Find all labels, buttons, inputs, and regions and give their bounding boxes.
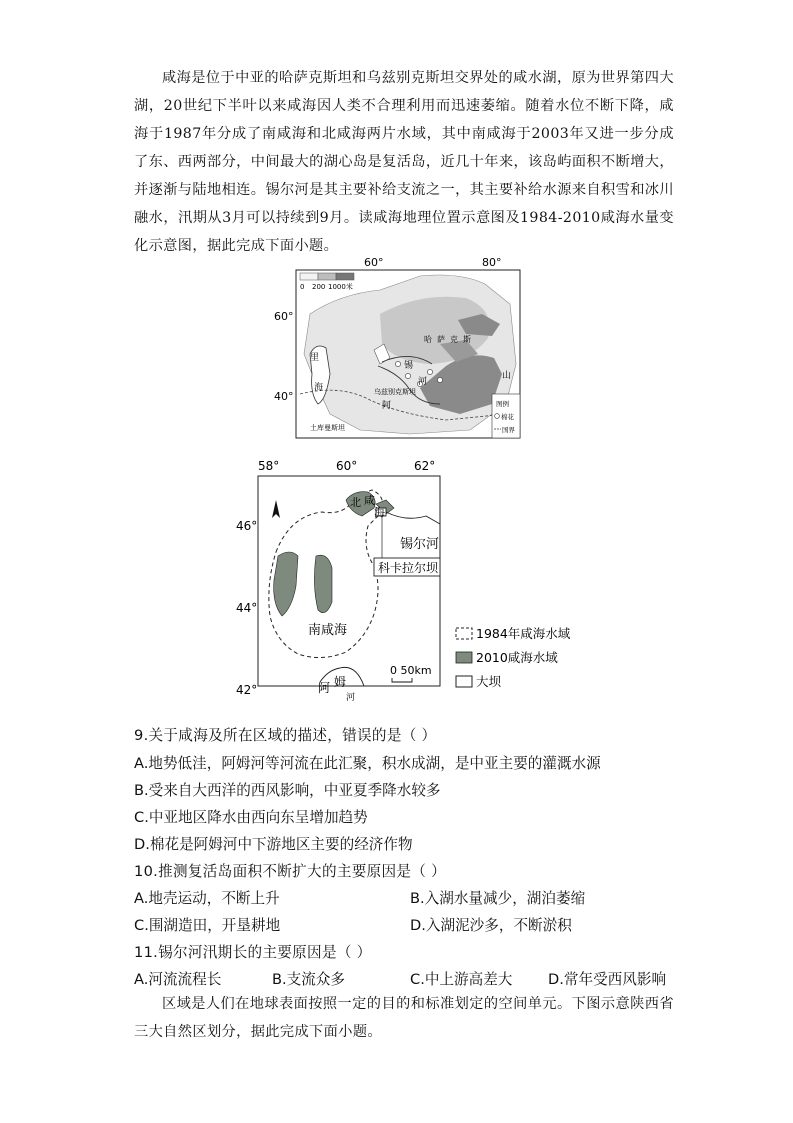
intro-paragraph: 咸海是位于中亚的哈萨克斯坦和乌兹别克斯坦交界处的咸水湖，原为世界第四大湖，20世纪下半叶以来咸海因人类不合理利用而迅速萎缩。随着水位不断下降，咸海于1987年分成了南咸海和北咸海两片水域，其中南咸海于2003年又进一步分成了东、西两部分，中间最大的湖心岛是复活岛，近几十年来，该岛屿面积不断增大，并逐渐与陆地相连。锡尔河是其主要补给支流之一，其主要补给水源来自积雪和冰川融水，汛期从3月可以持续到9月。读咸海地理位置示意图及1984-2010咸海水量变化示意图，据此完成下面小题。 xyxy=(134,70,674,254)
scale-50km: 0 50km xyxy=(390,664,432,677)
lat-42: 42° xyxy=(236,683,258,697)
label-kazakh: 哈萨克斯 xyxy=(424,335,476,344)
question-11-stem: 11.锡尔河汛期长的主要原因是（ ） xyxy=(134,944,372,961)
legend-title: 图例 xyxy=(496,400,509,408)
question-10-option-d[interactable]: D.入湖泥沙多，不断淤积 xyxy=(410,917,572,934)
question-11-option-a[interactable]: A.河流流程长 xyxy=(134,971,222,988)
legend-2010: 2010咸海水域 xyxy=(476,650,558,665)
question-9-option-c[interactable]: C.中亚地区降水由西向东呈增加趋势 xyxy=(134,809,368,826)
label-hai: 海 xyxy=(314,383,324,393)
question-9-option-b[interactable]: B.受来自大西洋的西风影响，中亚夏季降水较多 xyxy=(134,782,441,799)
lon-80: 80° xyxy=(482,256,502,269)
label-bei: 北 xyxy=(350,496,361,509)
lon-58: 58° xyxy=(258,459,280,473)
question-9-option-a[interactable]: A.地势低洼，阿姆河等河流在此汇聚，积水成湖，是中亚主要的灌溉水源 xyxy=(134,755,601,772)
label-xian: 咸 xyxy=(364,494,375,507)
scale-0: 0 xyxy=(300,283,305,291)
legend-dam: 大坝 xyxy=(476,674,502,689)
scale-1000: 1000米 xyxy=(328,283,353,291)
label-li: 里 xyxy=(310,353,320,363)
lon-62: 62° xyxy=(414,459,436,473)
lon-60: 60° xyxy=(364,256,384,269)
question-9-stem: 9.关于咸海及所在区域的描述，错误的是（ ） xyxy=(134,727,437,744)
label-a: 阿 xyxy=(382,401,392,411)
label-amu-mu: 姆 xyxy=(334,675,347,689)
label-he: 河 xyxy=(418,377,428,387)
label-south-sea: 南咸海 xyxy=(308,623,348,638)
aral-sea-map xyxy=(236,456,596,704)
label-turkmen: 土库曼斯坦 xyxy=(310,424,345,432)
label-shan: 山 xyxy=(502,371,512,381)
legend-cotton: 棉花 xyxy=(501,413,514,421)
scale-200: 200 xyxy=(312,283,326,291)
label-north-hai: 海 xyxy=(374,506,385,519)
label-dam: 科卡拉尔坝 xyxy=(378,561,439,575)
lon-60: 60° xyxy=(336,459,358,473)
lat-44: 44° xyxy=(236,601,258,615)
question-10-option-c[interactable]: C.围湖造田，开垦耕地 xyxy=(134,917,281,934)
lat-40: 40° xyxy=(274,390,294,403)
question-11-option-b[interactable]: B.支流众多 xyxy=(272,971,346,988)
question-11-option-d[interactable]: D.常年受西风影响 xyxy=(548,971,667,988)
lat-60: 60° xyxy=(274,310,294,323)
question-11-option-c[interactable]: C.中上游高差大 xyxy=(410,971,513,988)
label-xi: 锡 xyxy=(404,361,414,371)
lat-46: 46° xyxy=(236,519,258,533)
label-uzbek: 乌兹别克斯坦 xyxy=(374,388,416,396)
label-amu-he: 河 xyxy=(346,693,356,703)
next-section-intro: 区域是人们在地球表面按照一定的目的和标准划定的空间单元。下图示意陕西省三大自然区划分，据此完成下面小题。 xyxy=(134,996,674,1040)
legend-1984: 1984年咸海水域 xyxy=(476,626,571,641)
label-syr-river: 锡尔河 xyxy=(400,537,440,552)
central-asia-map xyxy=(270,254,532,442)
question-10-stem: 10.推测复活岛面积不断扩大的主要原因是（ ） xyxy=(134,863,447,880)
question-10-option-b[interactable]: B.入湖水量减少，湖泊萎缩 xyxy=(410,890,586,907)
legend-border: 国界 xyxy=(502,426,515,434)
question-9-option-d[interactable]: D.棉花是阿姆河中下游地区主要的经济作物 xyxy=(134,836,413,853)
label-amu-a: 阿 xyxy=(318,681,331,695)
question-10-option-a[interactable]: A.地壳运动，不断上升 xyxy=(134,890,280,907)
